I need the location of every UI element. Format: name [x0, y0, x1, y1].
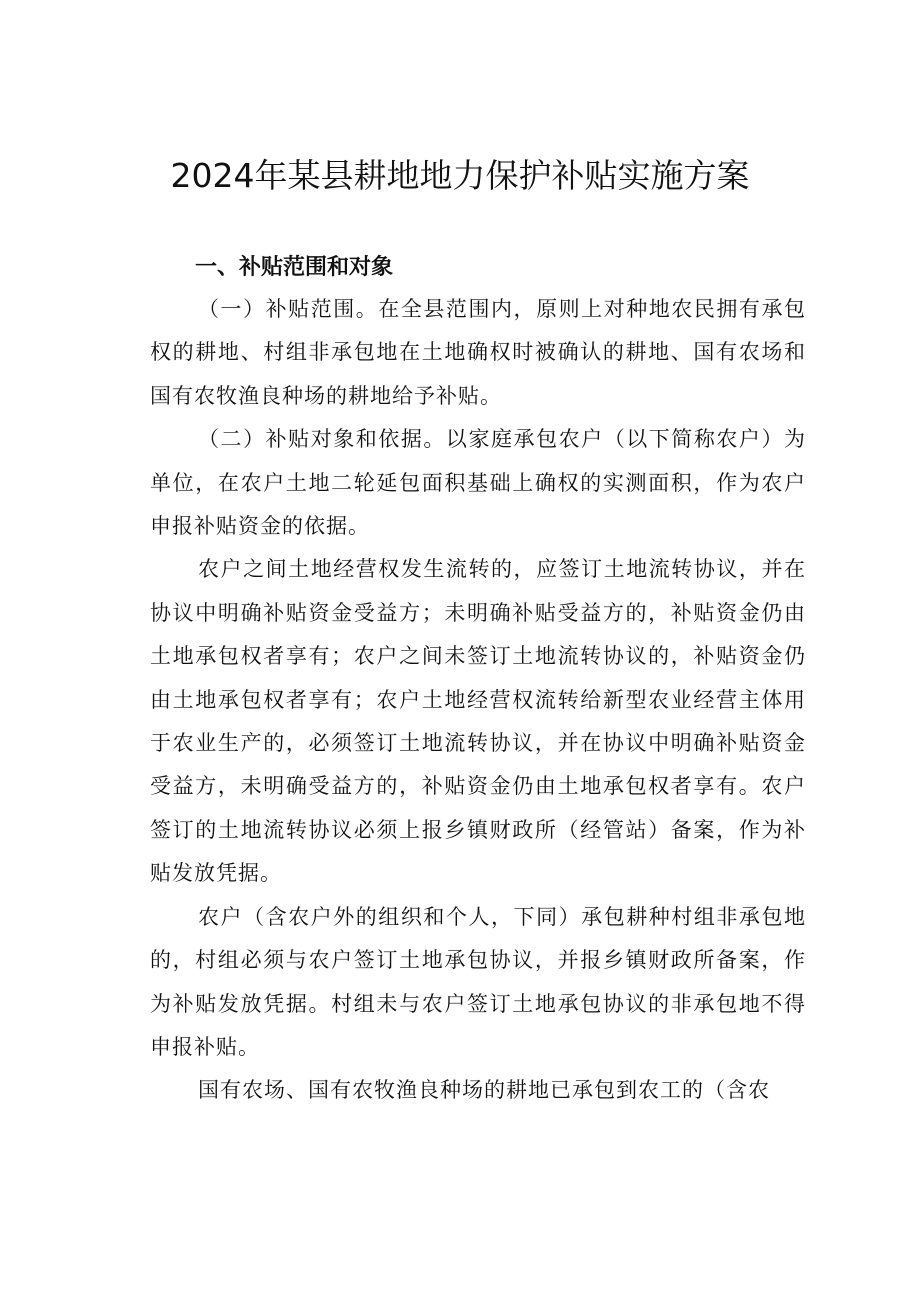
paragraph: 国有农场、国有农牧渔良种场的耕地已承包到农工的（含农: [198, 1078, 770, 1103]
paragraph: （二）补贴对象和依据。以家庭承包农户（以下简称农户）为单位，在农户土地二轮延包面积基础上确权的实测面积，作为农户申报补贴资金的依据。: [150, 427, 806, 539]
section-heading: 一、补贴范围和对象: [195, 255, 394, 280]
paragraph: 农户之间土地经营权发生流转的，应签订土地流转协议，并在协议中明确补贴资金受益方；未明确补贴受益方的，补贴资金仍由土地承包权者享有；农户之间未签订土地流转协议的，补贴资金仍由土地承包权者享有；农户土地经营权流转给新型农业经营主体用于农业生产的，必须签订土地流转协议，并在协议中明确补贴资金受益方，未明确受益方的，补贴资金仍由土地承包权者享有。农户签订的土地流转协议必须上报乡镇财政所（经管站）备案，作为补贴发放凭据。: [150, 557, 806, 886]
paragraph: 农户（含农户外的组织和个人，下同）承包耕种村组非承包地的，村组必须与农户签订土地承包协议，并报乡镇财政所备案，作为补贴发放凭据。村组未与农户签订土地承包协议的非承包地不得申报补贴。: [150, 904, 806, 1059]
document-title: 2024年某县耕地地力保护补贴实施方案: [170, 156, 750, 195]
document-body: [150, 288, 806, 1113]
paragraph: （一）补贴范围。在全县范围内，原则上对种地农民拥有承包权的耕地、村组非承包地在土地确权时被确认的耕地、国有农场和国有农牧渔良种场的耕地给予补贴。: [150, 297, 806, 408]
